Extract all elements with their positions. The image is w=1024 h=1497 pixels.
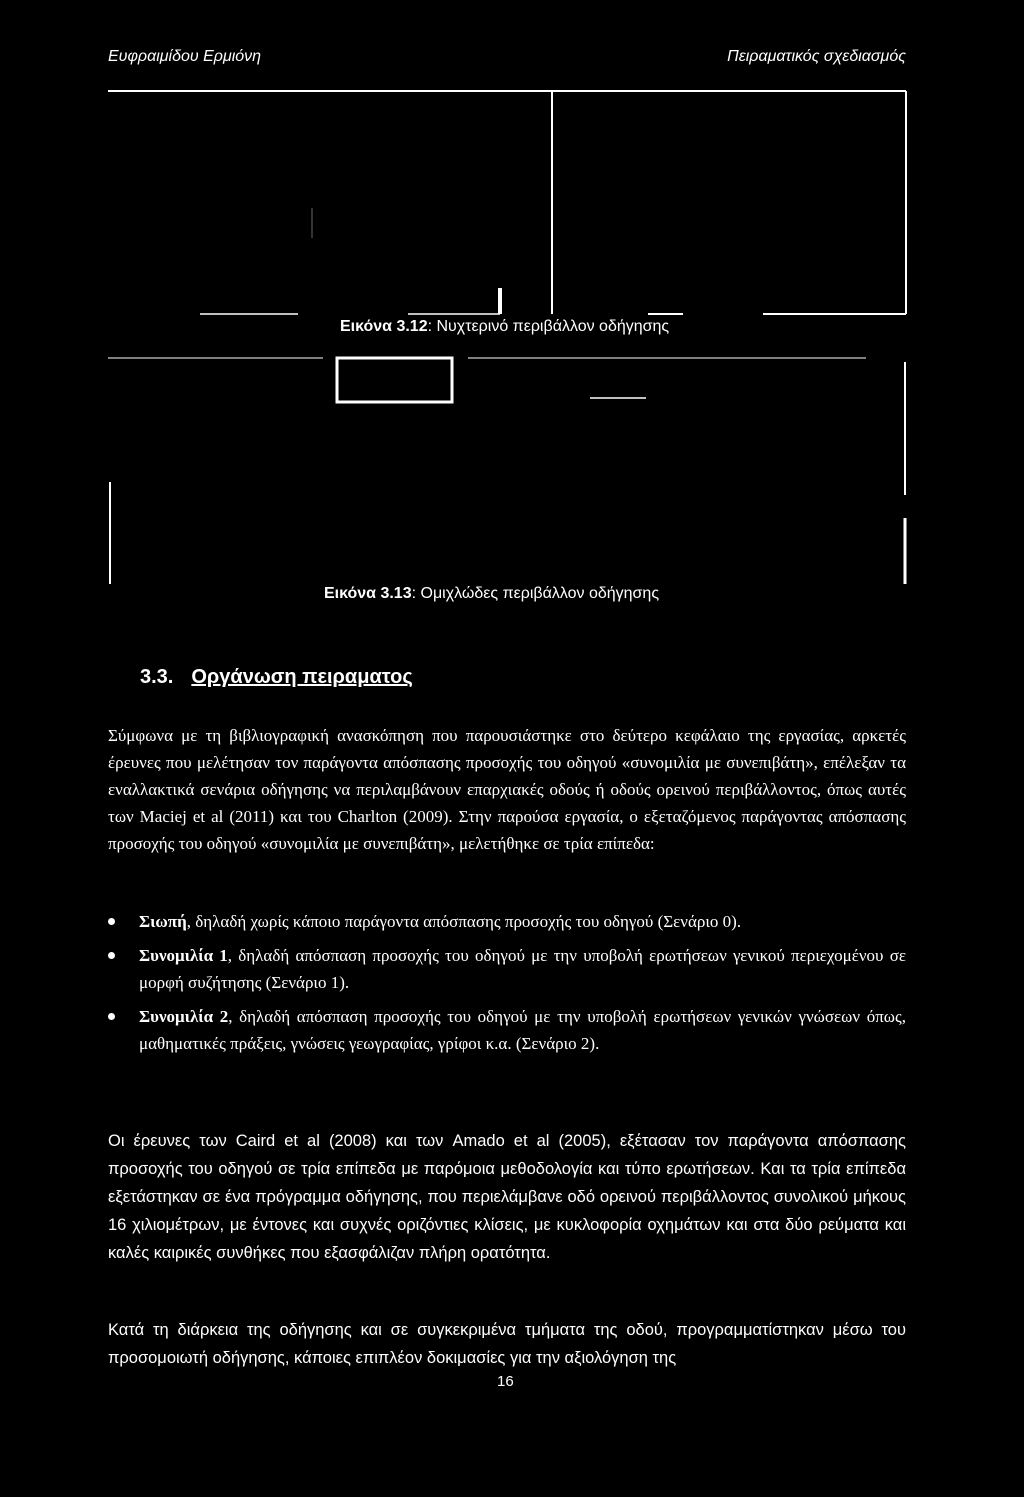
list-item-term: Σιωπή <box>139 912 187 931</box>
list-item-text: , δηλαδή χωρίς κάποιο παράγοντα απόσπασης προσοχής του οδηγού (Σενάριο 0). <box>186 912 742 931</box>
figure-fog-svg <box>108 350 908 586</box>
figure-fog-image <box>108 350 908 586</box>
figure-night-image <box>108 88 908 318</box>
section-number: 3.3. <box>140 666 174 688</box>
section-title-text: Οργάνωση πειραματος <box>191 666 413 688</box>
list-item <box>108 942 906 996</box>
figure-13-label: Εικόνα 3.13 <box>324 585 412 602</box>
figure-12-text: : Νυχτερινό περιβάλλον οδήγησης <box>427 318 670 335</box>
header-title: Πειραματικός σχεδιασμός <box>727 48 906 65</box>
page-number: 16 <box>497 1373 514 1390</box>
figure-night-svg <box>108 88 908 318</box>
list-item <box>108 1003 906 1057</box>
figure-12-caption <box>340 318 669 336</box>
header-author: Ευφραιμίδου Ερμιόνη <box>108 48 262 65</box>
list-item-text: , δηλαδή απόσπαση προσοχής του οδηγού με την υποβολή ερωτήσεων γενικών γνώσεων όπως, μαθηματικές πράξεις, γνώσεις γεωγραφίας, γρίφοι κ.α. (Σενάριο 2). <box>139 1007 906 1053</box>
figure-13-caption <box>324 585 659 603</box>
paragraph-procedure: Κατά τη διάρκεια της οδήγησης και σε συγκεκριμένα τμήματα της οδού, προγραμματίστηκαν μέσω του προσομοιωτή οδήγησης, κάποιες επιπλέον δοκιμασίες για την αξιολόγηση της <box>108 1321 906 1367</box>
bullet-icon <box>108 918 115 925</box>
list-item-term: Συνομιλία 2 <box>139 1007 229 1026</box>
paragraph-intro: Σύμφωνα με τη βιβλιογραφική ανασκόπηση που παρουσιάστηκε στο δεύτερο κεφάλαιο της εργασίας, αρκετές έρευνες που μελέτησαν τον παράγοντα απόσπασης προσοχής του οδηγού «συνομιλία με συνεπιβάτη», επέλεξαν τα εναλλακτικά σενάρια οδήγησης να περιλαμβάνουν επαρχιακές οδούς ή οδούς ορεινού περιβάλλοντος, όπως αυτές των Maciej et al (2011) και του Charlton (2009). Στην παρούσα εργασία, ο εξεταζόμενος παράγοντας απόσπασης προσοχής του οδηγού «συνομιλία με συνεπιβάτη», μελετήθηκε σε τρία επίπεδα: <box>108 726 906 853</box>
list-item <box>108 908 906 935</box>
bullet-icon <box>108 1013 115 1020</box>
list-item-text: , δηλαδή απόσπαση προσοχής του οδηγού με την υποβολή ερωτήσεων γενικού περιεχομένου σε μορφή συζήτησης (Σενάριο 1). <box>139 946 906 992</box>
section-heading <box>140 666 413 689</box>
scenario-list <box>108 908 906 1064</box>
figure-13-text: : Ομιχλώδες περιβάλλον οδήγησης <box>411 585 660 602</box>
list-item-term: Συνομιλία 1 <box>139 946 228 965</box>
bullet-icon <box>108 952 115 959</box>
paragraph-studies: Οι έρευνες των Caird et al (2008) και των Amado et al (2005), εξέτασαν τον παράγοντα απόσπασης προσοχής του οδηγού σε τρία επίπεδα με παρόμοια μεθοδολογία και τύπο ερωτήσεων. Και τα τρία επίπεδα εξετάστηκαν σε ένα πρόγραμμα οδήγησης, που περιελάμβανε οδό ορεινού περιβάλλοντος συνολικού μήκους 16 χιλιομέτρων, με έντονες και συχνές οριζόντιες κλίσεις, με κυκλοφορία οχημάτων και στα δύο ρεύματα και καλές καιρικές συνθήκες που εξασφάλιζαν πλήρη ορατότητα. <box>108 1132 906 1262</box>
figure-12-label: Εικόνα 3.12 <box>340 318 428 335</box>
